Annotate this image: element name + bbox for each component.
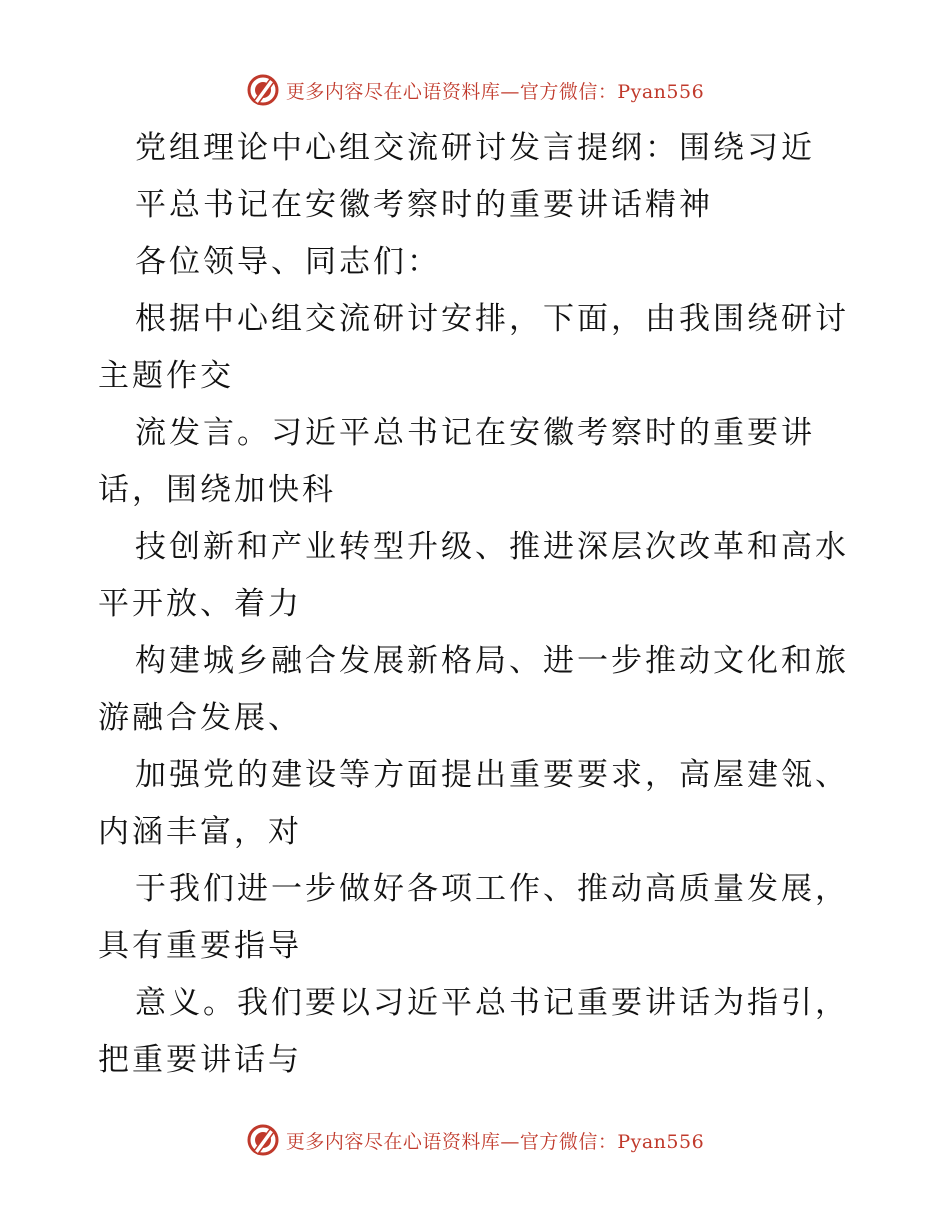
watermark-text: 更多内容尽在心语资料库—官方微信：Pyan556 xyxy=(285,80,705,103)
doc-line: 游融合发展、 xyxy=(98,700,302,736)
doc-line: 把重要讲话与 xyxy=(98,1042,302,1078)
doc-line: 话，围绕加快科 xyxy=(98,472,336,508)
doc-line: 根据中心组交流研讨安排，下面，由我围绕研讨 xyxy=(135,301,849,337)
doc-line: 平总书记在安徽考察时的重要讲话精神 xyxy=(135,187,713,223)
document-body xyxy=(98,120,858,1089)
doc-line: 具有重要指导 xyxy=(98,928,302,964)
doc-line: 技创新和产业转型升级、推进深层次改革和高水 xyxy=(135,529,849,565)
footer-watermark xyxy=(0,1122,950,1158)
doc-line: 加强党的建设等方面提出重要要求，高屋建瓴、 xyxy=(135,757,849,793)
pen-logo-icon xyxy=(246,73,280,107)
doc-line: 构建城乡融合发展新格局、进一步推动文化和旅 xyxy=(135,643,849,679)
doc-line: 党组理论中心组交流研讨发言提纲：围绕习近 xyxy=(135,130,815,166)
header-watermark xyxy=(0,72,950,108)
watermark-text: 更多内容尽在心语资料库—官方微信：Pyan556 xyxy=(285,1130,705,1153)
doc-line: 内涵丰富，对 xyxy=(98,814,302,850)
pen-logo-icon xyxy=(246,1123,280,1157)
doc-line: 流发言。习近平总书记在安徽考察时的重要讲 xyxy=(135,415,815,451)
doc-line: 于我们进一步做好各项工作、推动高质量发展， xyxy=(135,871,849,907)
doc-line: 平开放、着力 xyxy=(98,586,302,622)
doc-line: 主题作交 xyxy=(98,358,234,394)
doc-line: 各位领导、同志们： xyxy=(135,244,441,280)
doc-line: 意义。我们要以习近平总书记重要讲话为指引， xyxy=(135,985,849,1021)
